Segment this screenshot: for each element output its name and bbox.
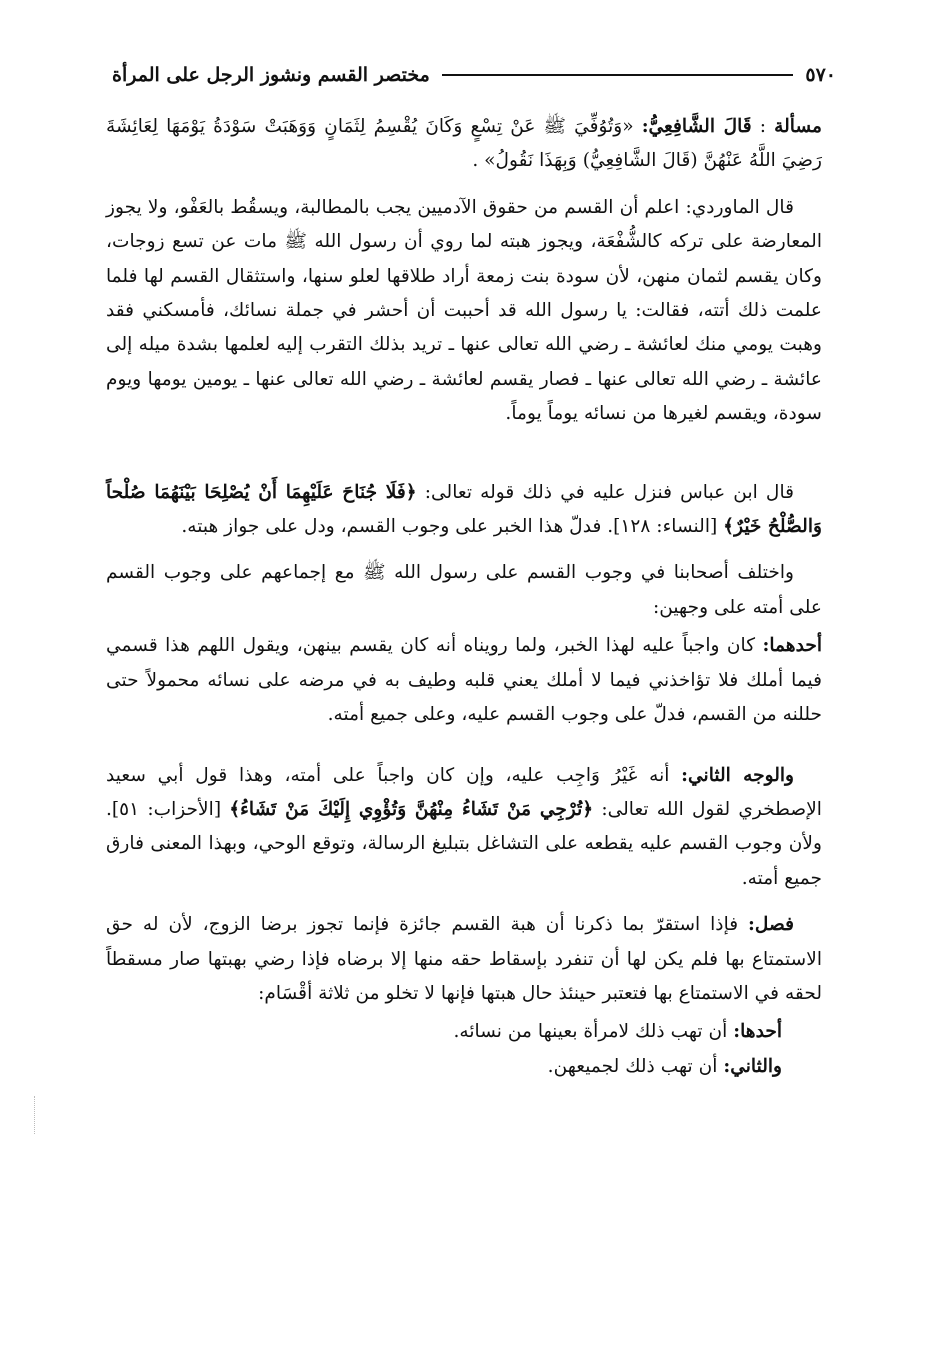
masala-paragraph [106,110,822,179]
header-rule [442,74,794,76]
masala-label: مسألة [774,116,822,137]
ibn-abbas-intro: قال ابن عباس فنزل عليه في ذلك قوله تعالى: [416,481,794,503]
fasl-label: فصل: [748,914,794,936]
first-view-text: كان واجباً عليه لهذا الخبر، ولما رويناه أنه كان يقسم بينهن، ويقول اللهم هذا قسمي فيما أملك فلا تؤاخذني فيما لا أملك يعني قلبه وطيف به في مرضه على نسائه محمولاً حتى حللنه من القسم، فدلّ على وجوب القسم عليه، وعلى جميع أمته. [106,635,822,726]
ibn-abbas-paragraph [106,476,822,545]
quran-verse-ahzab: ﴿تُرْجِي مَنْ تَشَاءُ مِنْهُنَّ وَتُؤْوِي إِلَيْكَ مَنْ تَشَاءُ﴾ [229,798,594,820]
disagreement-paragraph: واختلف أصحابنا في وجوب القسم على رسول الله ﷺ مع إجماعهم على وجوب القسم على أمته على وجهين: [106,562,822,618]
first-view-label: أحدهما: [762,635,822,657]
second-view-paragraph [106,759,822,897]
running-title: مختصر القسم ونشوز الرجل على المرأة [112,64,430,86]
fasl-paragraph [106,908,822,1011]
ibn-abbas-conclusion: [النساء: ١٢٨]. فدلّ هذا الخبر على وجوب القسم، ودل على جواز هبته. [181,516,724,538]
first-view-paragraph [106,629,822,732]
list-item-label: أحدها: [733,1021,782,1043]
masala-colon: : [751,116,775,137]
list-item [106,1015,782,1049]
shafii-speaker: قَالَ الشَّافِعِيُّ: [641,116,752,137]
second-view-intro: أنه غَيْرُ وَاجِب عليه، وإن كان واجباً على أمته، وهذا قول أبي سعيد الإصطخري لقول الله تعالى: [106,764,822,820]
second-view-label: والوجه الثاني: [681,764,795,786]
quran-verse-nisa: ﴿فَلَا جُنَاحَ عَلَيْهِمَا أَنْ يُصْلِحَا بَيْنَهُمَا صُلْحاً وَالصُّلْحُ خَيْرٌ﴾ [106,481,822,538]
page-header [112,60,836,90]
second-view-conclusion: [الأحزاب: ٥١]. ولأن وجوب القسم عليه يقطعه على التشاغل بتبليغ الرسالة، وتوقع الوحي، وبهذا المعنى فارق جميع أمته. [106,798,822,889]
fasl-text: فإذا استقرّ بما ذكرنا أن هبة القسم جائزة فإنما تجوز برضا الزوج، لأن له حق الاستمتاع بها فلم يكن لها أن تنفرد بإسقاط حقه منها إلا برضاه فإذا رضي بهبتها صار مسقطاً لحقه في الاستمتاع بها فتعتبر حينئذ حال هبتها فإنها لا تخلو من ثلاثة أقْسَام: [106,914,822,1004]
list-item-text: أن تهب ذلك لامرأة بعينها من نسائه. [453,1021,734,1043]
margin-scan-mark [34,1096,37,1134]
mawardi-paragraph: قال الماوردي: اعلم أن القسم من حقوق الآدميين يجب بالمطالبة، ويسقُط بالعَفْو، ولا يجوز المعارضة على تركه كالشُّفْعَة، ويجوز هبته لما روي أن رسول الله ﷺ مات عن تسع زوجات، وكان يقسم لثمان منهن، لأن سودة بنت زمعة أراد طلاقها لعلو سنها، واستثقال القسم لها فلما علمت ذلك أتته، فقالت: يا رسول الله قد أحببت أن أحشر في جملة نسائك، فأمسكني فقد وهبت يومي منك لعائشة ـ رضي الله تعالى عنها ـ تريد بذلك التقرب إليه لعلمها بشدة ميله إلى عائشة ـ رضي الله تعالى عنها ـ فصار يقسم لعائشة ـ رضي الله تعالى عنها ـ يومين يومها ويوم سودة، ويقسم لغيرها من نسائه يوماً يوماً. [106,196,822,425]
page-body [106,110,822,1084]
list-item-text: أن تهب ذلك لجميعهن. [547,1055,724,1077]
list-item-label: والثاني: [723,1055,782,1077]
shafii-quote: «وَتُوُفِّيَ ﷺ عَنْ تِسْعٍ وَكَانَ يُقْسِمُ لِثَمَانٍ وَوَهَبَتْ سَوْدَةُ يَوْمَهَا لِعَائِشَةَ رَضِيَ اللَّهُ عَنْهُنَّ (قَالَ الشَّافِعِيُّ) وَبِهَذَا نَقُولُ» . [106,116,822,172]
page-number: ٥٧٠ [805,64,836,86]
list-item [106,1050,782,1084]
